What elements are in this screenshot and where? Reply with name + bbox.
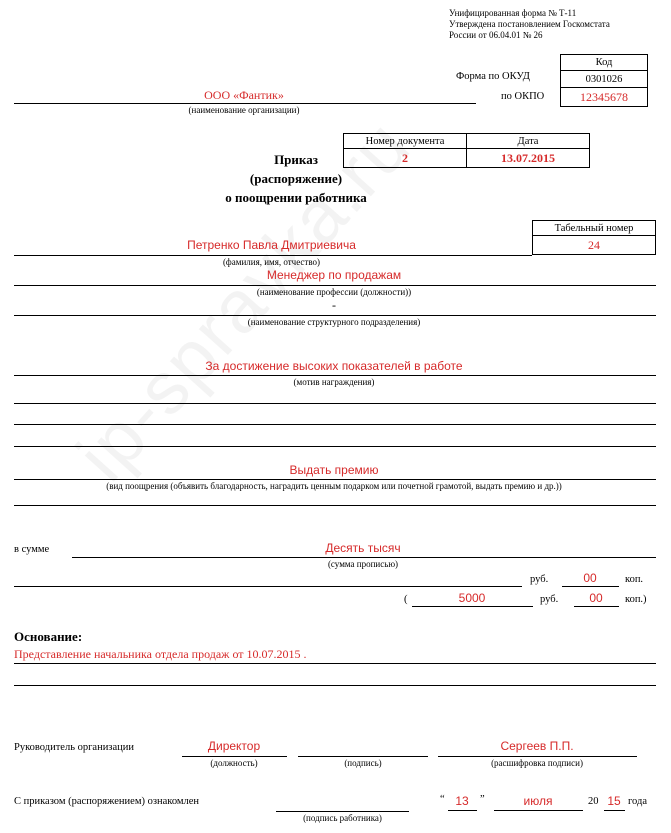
head-position: Директор: [207, 739, 261, 753]
kop-value-1: 00: [583, 571, 597, 585]
reward-type: Выдать премию: [289, 463, 379, 477]
number-header: Номер документа: [344, 134, 467, 149]
head-name: Сергеев П.П.: [500, 739, 574, 753]
okpo-label: по ОКПО: [501, 91, 545, 102]
form-line-2: Утверждена постановлением Госкомстата: [449, 19, 610, 29]
organization-name: ООО «Фантик»: [204, 88, 284, 102]
year-suffix: года: [628, 796, 647, 807]
document-number: 2: [344, 149, 467, 168]
ack-day: 13: [455, 794, 469, 808]
head-label: Руководитель организации: [14, 742, 134, 753]
name-caption: (фамилия, имя, отчество): [222, 257, 321, 267]
sum-words: Десять тысяч: [325, 541, 401, 555]
position-caption-sig: (должность): [210, 758, 258, 768]
position-caption: (наименование профессии (должности)): [256, 287, 412, 297]
sum-label: в сумме: [14, 544, 50, 555]
department: -: [332, 298, 336, 312]
codes-table: [560, 54, 648, 107]
basis-label: Основание:: [14, 629, 83, 644]
sum-caption: (сумма прописью): [327, 559, 399, 569]
form-info: [449, 8, 610, 41]
motive-caption: (мотив награждения): [293, 377, 375, 387]
document-title: [206, 150, 386, 207]
employee-position: Менеджер по продажам: [266, 268, 402, 282]
ack-month: июля: [523, 794, 553, 808]
year-prefix: 20: [588, 796, 599, 807]
title-line-1: Приказ: [274, 152, 318, 167]
okud-label: Форма по ОКУД: [456, 71, 530, 82]
title-line-2: (распоряжение): [249, 171, 343, 186]
organization-caption: (наименование организации): [188, 105, 300, 115]
code-header: Код: [561, 55, 648, 71]
kop-label-2: коп.): [625, 594, 647, 605]
form-line-1: Унифицированная форма № Т-11: [449, 8, 577, 18]
employee-name: Петренко Павла Дмитриевича: [187, 238, 356, 252]
ack-caption: (подпись работника): [303, 813, 382, 823]
okud-value: 0301026: [561, 71, 648, 88]
form-line-3: России от 06.04.01 № 26: [449, 30, 543, 40]
ack-label: С приказом (распоряжением) ознакомлен: [14, 796, 200, 807]
sign-caption: (подпись): [344, 758, 382, 768]
date-header: Дата: [467, 134, 590, 149]
decode-caption: (расшифровка подписи): [491, 758, 583, 768]
document-date: 13.07.2015: [467, 149, 590, 168]
quote-close: ”: [480, 794, 485, 805]
sum-digits: 5000: [458, 591, 486, 605]
tab-number-header: Табельный номер: [533, 221, 656, 236]
rub-label: руб.: [530, 574, 549, 585]
rub-label-2: руб.: [540, 594, 559, 605]
okpo-value: 12345678: [561, 88, 648, 107]
kop-value-2: 00: [589, 591, 603, 605]
tab-number-table: [532, 220, 656, 255]
kop-label-1: коп.: [625, 574, 644, 585]
tab-number-value: 24: [533, 236, 656, 255]
basis-text: Представление начальника отдела продаж от 10.07.2015 .: [14, 647, 307, 661]
title-line-3: о поощрении работника: [225, 190, 367, 205]
ack-year: 15: [607, 794, 621, 808]
open-paren: (: [404, 594, 408, 605]
quote-open: “: [440, 794, 445, 805]
type-caption: (вид поощрения (объявить благодарность, наградить ценным подарком или почетной грамотой, выдать премию и др.)): [106, 481, 562, 491]
reward-motive: За достижение высоких показателей в работе: [205, 359, 463, 373]
department-caption: (наименование структурного подразделения): [247, 317, 421, 327]
